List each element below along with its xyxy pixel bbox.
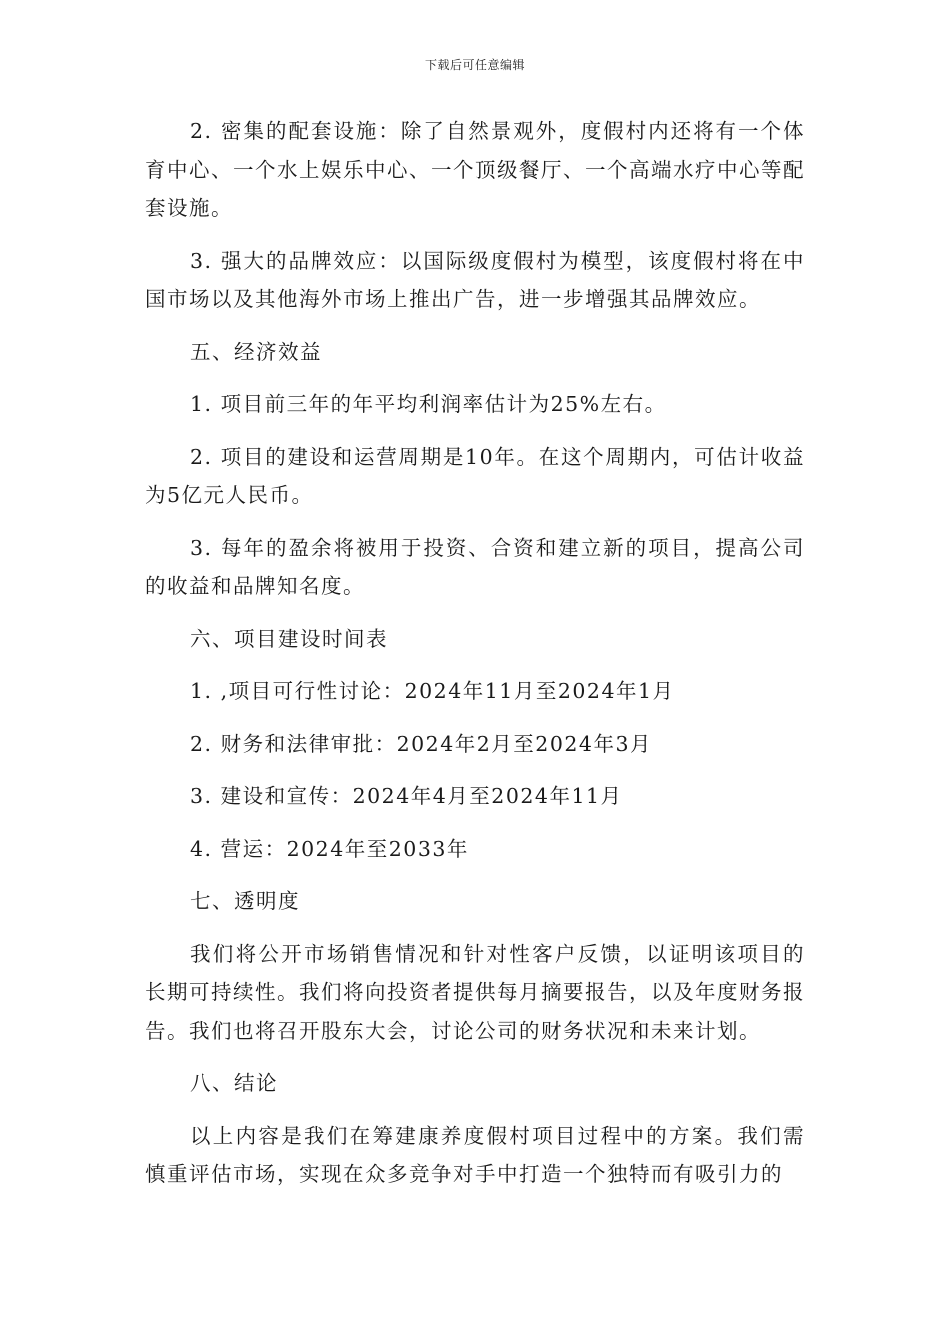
page-header: 下载后可任意编辑 [424,58,525,72]
paragraph-operation-cycle: 2. 项目的建设和运营周期是10年。在这个周期内，可估计收益为5亿元人民币。 [145,444,805,507]
document-body [145,112,805,1208]
paragraph-surplus-use: 3. 每年的盈余将被用于投资、合资和建立新的项目，提高公司的收益和品牌知名度。 [145,535,805,598]
schedule-item-operation: 4. 营运：2024年至2033年 [190,836,469,861]
schedule-item-feasibility: 1. ,项目可行性讨论：2024年11月至2024年1月 [190,679,675,703]
schedule-item-approval: 2. 财务和法律审批：2024年2月至2024年3月 [190,731,653,756]
paragraph-transparency: 我们将公开市场销售情况和针对性客户反馈，以证明该项目的长期可持续性。我们将向投资者提供每月摘要报告，以及年度财务报告。我们也将召开股东大会，讨论公司的财务状况和未来计划。 [145,941,805,1043]
section-heading-schedule: 六、项目建设时间表 [190,626,388,651]
paragraph-profit-rate: 1. 项目前三年的年平均利润率估计为25%左右。 [190,392,667,416]
section-heading-transparency: 七、透明度 [190,889,300,913]
paragraph-conclusion: 以上内容是我们在筹建康养度假村项目过程中的方案。我们需慎重评估市场，实现在众多竞争对手中打造一个独特而有吸引力的 [145,1123,805,1186]
section-heading-economic-benefits: 五、经济效益 [190,339,322,364]
paragraph-brand-effect: 3. 强大的品牌效应：以国际级度假村为模型，该度假村将在中国市场以及其他海外市场上推出广告，进一步增强其品牌效应。 [145,248,805,311]
schedule-item-construction: 3. 建设和宣传：2024年4月至2024年11月 [190,784,623,808]
paragraph-facilities: 2. 密集的配套设施：除了自然景观外，度假村内还将有一个体育中心、一个水上娱乐中心、一个顶级餐厅、一个高端水疗中心等配套设施。 [145,119,805,220]
section-heading-conclusion: 八、结论 [190,1071,278,1095]
